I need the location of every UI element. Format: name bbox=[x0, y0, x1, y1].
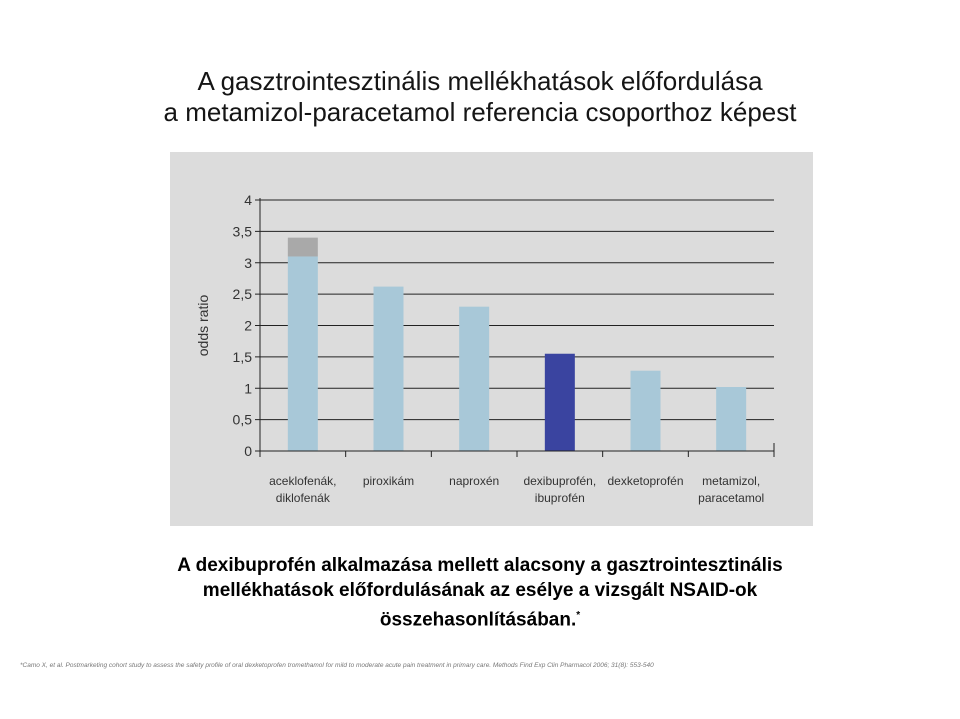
chart-title-line1: A gasztrointesztinális mellékhatások előfordulása bbox=[197, 66, 763, 96]
category-label: diklofenák bbox=[275, 491, 330, 505]
category-label: dexibuprofén, bbox=[523, 474, 597, 488]
bar bbox=[374, 287, 404, 451]
chart-title bbox=[0, 66, 960, 128]
conclusion-line1: A dexibuprofén alkalmazása mellett alacsony a gasztrointesztinális bbox=[177, 555, 783, 576]
category-label: aceklofenák, bbox=[269, 474, 337, 488]
y-tick-label: 4 bbox=[244, 192, 252, 208]
y-tick-label: 2 bbox=[244, 317, 252, 334]
y-tick-label: 1,5 bbox=[232, 348, 252, 365]
category-label: ibuprofén bbox=[534, 491, 585, 505]
footnote-mark: * bbox=[576, 610, 581, 621]
category-label: piroxikám bbox=[362, 474, 415, 488]
bar bbox=[288, 256, 318, 451]
y-tick-label: 1 bbox=[244, 380, 252, 397]
chart-panel bbox=[170, 152, 813, 526]
conclusion-text bbox=[0, 553, 960, 632]
conclusion-line2: mellékhatások előfordulásának az esélye a vizsgált NSAID-ok bbox=[202, 580, 758, 601]
conclusion-line3-text: összehasonlításában. bbox=[379, 609, 577, 631]
bar bbox=[716, 387, 746, 451]
bar bbox=[459, 307, 489, 451]
chart-title-line2: a metamizol-paracetamol referencia csoporthoz képest bbox=[163, 97, 797, 127]
y-tick-label: 2,5 bbox=[232, 286, 252, 303]
footnote: *Camo X, et al. Postmarketing cohort study to assess the safety profile of oral dexketoprofen tromethamol for mild to moderate acute pain treatment in primary care. Methods Find Exp Clin Pharmacol 2006; 31(8): 553-540 bbox=[20, 662, 654, 669]
bar bbox=[631, 371, 661, 451]
category-label: dexketoprofén bbox=[607, 474, 684, 488]
y-tick-label: 3 bbox=[244, 254, 252, 271]
bar-top-segment bbox=[288, 238, 318, 257]
bar bbox=[545, 354, 575, 451]
conclusion-line3 bbox=[0, 603, 960, 632]
y-tick-label: 3,5 bbox=[232, 223, 252, 240]
y-tick-label: 0 bbox=[244, 443, 252, 459]
category-label: paracetamol bbox=[698, 491, 765, 505]
y-axis-label: odds ratio bbox=[195, 294, 211, 357]
category-label: naproxén bbox=[449, 474, 500, 488]
category-label: metamizol, bbox=[702, 474, 761, 488]
bar-chart bbox=[170, 152, 813, 526]
y-tick-label: 0,5 bbox=[232, 411, 252, 428]
